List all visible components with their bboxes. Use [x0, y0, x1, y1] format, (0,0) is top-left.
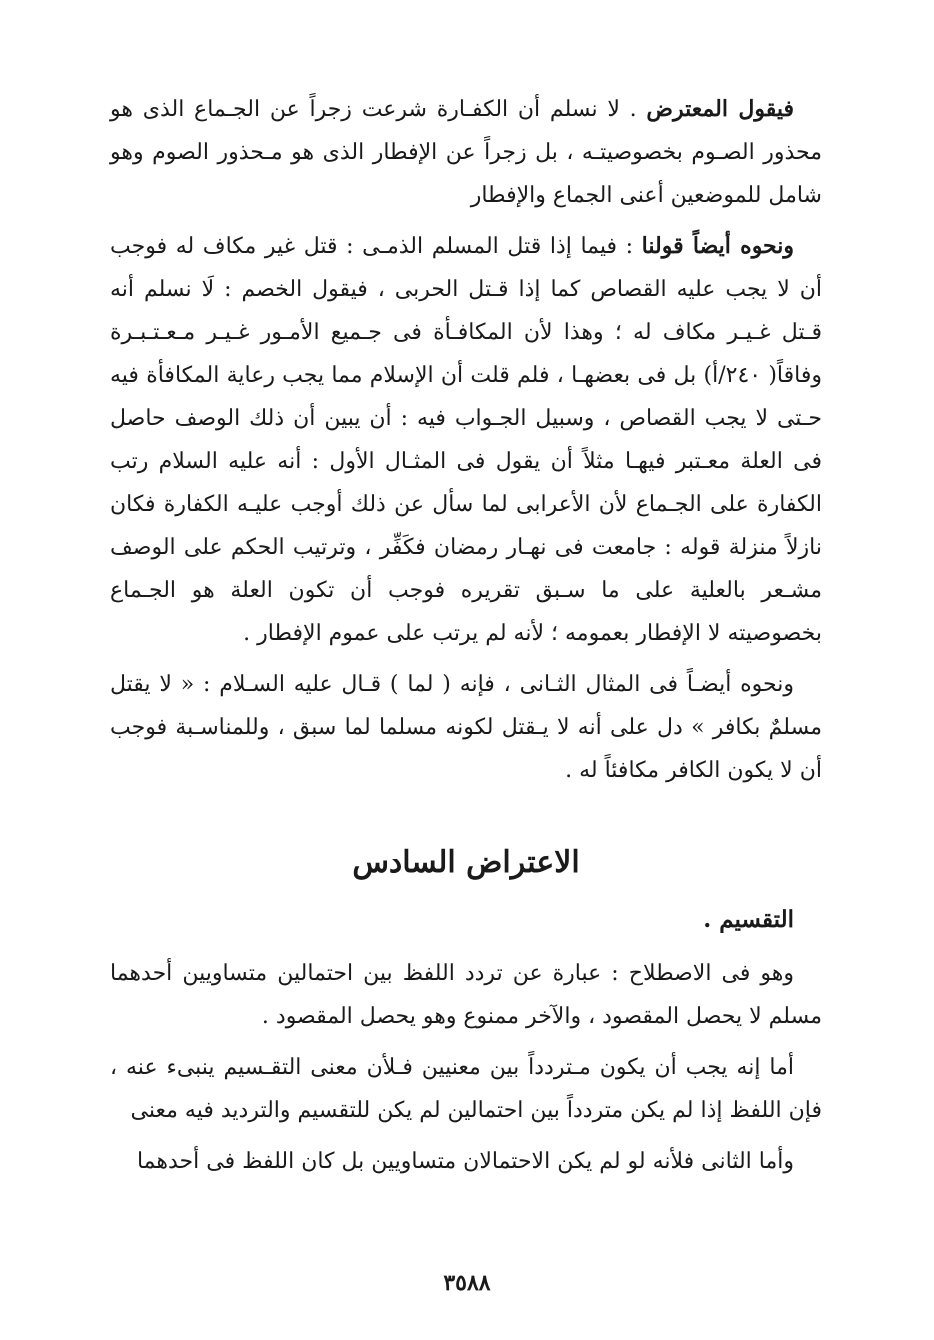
paragraph-text: وأما الثانى فلأنه لو لم يكن الاحتمالان متساويين بل كان اللفظ فى أحدهما	[136, 1149, 794, 1174]
paragraph-text: ونحوه أيضـاً فى المثال الثـانى ، فإنه ( لما ) قـال عليه السـلام : « لا يقتل مسلمٌ بكافر » دل على أنه لا يـقتل لكونه مسلما لما سبق ، وللمناسـبة فوجب أن لا يكون الكافر مكافئاً له .	[110, 672, 822, 783]
paragraph-second-condition	[110, 1140, 822, 1183]
paragraph-text: . لا نسلم أن الكفـارة شرعت زجراً عن الجـماع الذى هو محذور الصـوم بخصوصيتـه ، بل زجراً عن الإفطار الذى هو مـحذور الصوم وهو شامل للموضعين أعنى الجماع والإفطار	[110, 97, 822, 208]
page-body	[110, 88, 822, 1183]
paragraph-example-dhimmi	[110, 225, 822, 655]
paragraph-text: : فيما إذا قتل المسلم الذمـى : قتل غير مكاف له فوجب أن لا يجب عليه القصاص كما إذا قـتل الحربى ، فيقول الخصم : لَا نسلم أنه قـتل غـيـر مكاف له ؛ وهذا لأن المكافـأة فى جـميع الأمـور غـيـر مـعـتـبـرة وفاقاً( ٢٤٠/أ) بل فى بعضهـا ، فلم قلت أن الإسلام مما يجب رعاية المكافأة فيه حـتى لا يجب القصاص ، وسبيل الجـواب فيه : أن يبين أن ذلك الوصف حاصل فى العلة معـتبر فيهـا مثلاً أن يقول فى المثـال الأول : أنه عليه السلام رتب الكفارة على الجـماع لأن الأعرابى لما سأل عن ذلك أوجب عليـه الكفارة فكان نازلاً منزلة قوله : جامعت فى نهـار رمضان فكَفِّر ، وترتيب الحكم على الوصف مشـعر بالعلية على ما سـبق تقريره فوجب أن تكون العلة هو الجـماع بخصوصيته لا الإفطار بعمومه ؛ لأنه لم يرتب على عموم الإفطار .	[110, 234, 823, 646]
section-heading: الاعتراض السادس	[352, 845, 580, 880]
section-subheading: التقسيم .	[703, 906, 794, 933]
paragraph-lead: ونحوه أيضاً قولنا	[641, 233, 795, 259]
paragraph-text: وهو فى الاصطلاح : عبارة عن تردد اللفظ بين احتمالين متساويين أحدهما مسلم لا يحصل المقصود ، والآخر ممنوع وهو يحصل المقصود .	[110, 961, 822, 1029]
paragraph-definition	[110, 952, 822, 1038]
paragraph-lead: فيقول المعترض	[646, 96, 794, 122]
page-number: ٣٥٨٨	[443, 1270, 491, 1296]
paragraph-objector	[110, 88, 822, 217]
paragraph-text: أما إنه يجب أن يكون مـتردداً بين معنيين فـلأن معنى التقـسيم ينبىء عنه ، فإن اللفظ إذا لم يكن متردداً بين احتمالين لم يكن للتقسيم والترديد فيه معنى	[110, 1055, 822, 1123]
paragraph-first-condition	[110, 1046, 822, 1132]
paragraph-second-example	[110, 663, 822, 792]
